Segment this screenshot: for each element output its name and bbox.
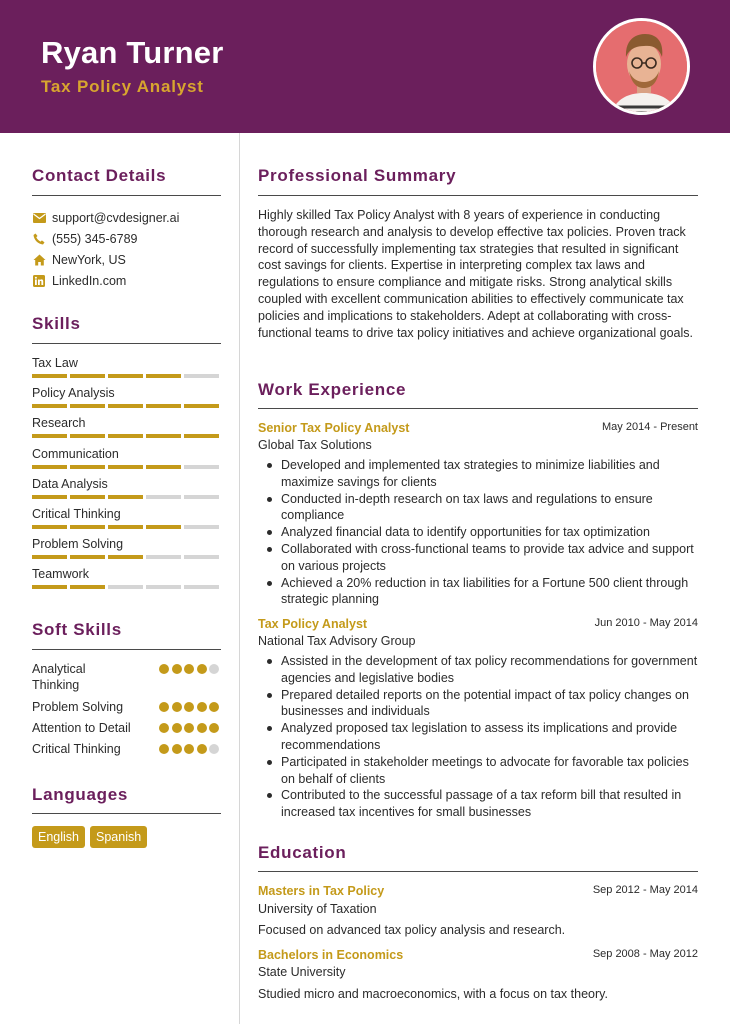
skill-level-segment <box>32 495 67 499</box>
skill-level-segment <box>32 555 67 559</box>
summary-text: Highly skilled Tax Policy Analyst with 8 years of experience in conducting thorough research and analysis to develop effective tax policies. Proven track record of successfully implementing tax strategies that resulted in significant cost savings for clients. Expertise in interpreting complex tax laws and regulations to ensure compliance and mitigate risks. Strong analytical skills coupled with excellent communication abilities to effectively communicate tax policies and implications to stakeholders. Adept at collaborating with cross-functional teams to drive tax policy initiatives and achieve organizational goals. <box>258 208 693 340</box>
mail-icon <box>32 211 46 225</box>
languages-heading: Languages <box>32 785 129 804</box>
skill-label: Data Analysis <box>32 476 108 491</box>
rating-dot <box>184 702 194 712</box>
education-heading: Education <box>258 843 347 862</box>
skill-level-segment <box>70 585 105 589</box>
skill-label: Critical Thinking <box>32 507 121 521</box>
list-item: Collaborated with cross-functional teams to provide tax advice and support on various projects <box>258 541 698 575</box>
portrait-icon <box>596 21 690 115</box>
job-bullets <box>258 457 698 608</box>
rating-dot <box>159 664 169 674</box>
language-badge: English <box>32 826 85 848</box>
skill-level-bar <box>32 555 221 560</box>
skill-label: Teamwork <box>32 567 89 582</box>
skill-level-bar <box>32 525 221 530</box>
section-rule <box>258 195 698 196</box>
skill-level-segment <box>146 434 181 438</box>
list-item: Assisted in the development of tax policy recommendations for government agencies and legislative bodies <box>258 653 698 687</box>
list-item: Conducted in-depth research on tax laws and regulations to ensure compliance <box>258 491 698 525</box>
skill-item <box>32 446 221 462</box>
contact-email-text: support@cvdesigner.ai <box>52 211 180 225</box>
rating-dot <box>197 664 207 674</box>
list-item: Achieved a 20% reduction in tax liabilities for a Fortune 500 client through strategic planning <box>258 575 698 609</box>
rating-dot <box>209 702 219 712</box>
section-rule <box>32 343 221 344</box>
skill-level-segment <box>146 495 181 499</box>
skill-level-segment <box>108 525 143 529</box>
soft-skill-label: Attention to Detail <box>32 721 131 735</box>
skill-level-segment <box>108 495 143 499</box>
skill-level-segment <box>108 374 143 378</box>
skill-level-segment <box>146 374 181 378</box>
education-date: Sep 2008 - May 2012 <box>592 948 698 960</box>
skill-level-segment <box>184 434 219 438</box>
skill-level-bar <box>32 374 221 379</box>
skill-item <box>32 355 221 371</box>
skill-level-segment <box>70 434 105 438</box>
education-description: Focused on advanced tax policy analysis and research. <box>258 923 566 937</box>
candidate-name: Ryan Turner <box>41 35 224 70</box>
header-banner <box>0 0 730 133</box>
contact-location-text: NewYork, US <box>52 253 126 267</box>
section-rule <box>32 813 221 814</box>
soft-skills-heading: Soft Skills <box>32 620 122 639</box>
contact-email[interactable] <box>32 209 179 227</box>
skill-level-segment <box>108 555 143 559</box>
skill-level-segment <box>70 555 105 559</box>
job-company: National Tax Advisory Group <box>258 634 416 648</box>
skill-level-bar <box>32 465 221 470</box>
list-item: Developed and implemented tax strategies to minimize liabilities and maximize savings for clients <box>258 457 698 491</box>
skill-level-segment <box>146 465 181 469</box>
skill-level-segment <box>70 465 105 469</box>
skill-label: Communication <box>32 446 119 461</box>
job-bullets <box>258 653 698 821</box>
contact-location <box>32 251 126 269</box>
skill-level-segment <box>32 404 67 408</box>
skill-level-segment <box>184 404 219 408</box>
column-divider <box>239 133 240 1024</box>
rating-dot <box>172 702 182 712</box>
contact-phone-text: (555) 345-6789 <box>52 232 138 246</box>
phone-icon <box>32 232 46 246</box>
rating-dot <box>172 723 182 733</box>
skill-level-segment <box>32 434 67 438</box>
school-name: State University <box>258 965 346 979</box>
skills-heading: Skills <box>32 314 81 333</box>
skill-level-segment <box>146 585 181 589</box>
rating-dot <box>209 723 219 733</box>
rating-dot <box>197 744 207 754</box>
skill-level-segment <box>70 374 105 378</box>
skill-level-segment <box>184 374 219 378</box>
contact-heading: Contact Details <box>32 166 167 185</box>
job-date: Jun 2010 - May 2014 <box>594 617 698 629</box>
skill-level-bar <box>32 434 221 439</box>
rating-dot <box>197 723 207 733</box>
skill-item <box>32 566 221 582</box>
list-item: Contributed to the successful passage of a tax reform bill that resulted in increased tax incentives for small businesses <box>258 787 698 821</box>
rating-dot <box>184 744 194 754</box>
skill-level-segment <box>32 525 67 529</box>
skill-level-segment <box>146 555 181 559</box>
list-item: Analyzed financial data to identify opportunities for tax optimization <box>258 524 698 541</box>
skill-level-segment <box>108 585 143 589</box>
skill-level-segment <box>184 525 219 529</box>
degree-title: Bachelors in Economics <box>258 948 404 962</box>
skill-level-segment <box>108 465 143 469</box>
skill-item <box>32 385 221 401</box>
skill-level-segment <box>70 525 105 529</box>
section-rule <box>258 408 698 409</box>
list-item: Participated in stakeholder meetings to advocate for favorable tax policies on behalf of clients <box>258 754 698 788</box>
soft-skill-label: Critical Thinking <box>32 742 121 756</box>
skill-level-bar <box>32 495 221 500</box>
soft-skill-label: Problem Solving <box>32 700 124 714</box>
skill-level-bar <box>32 585 221 590</box>
skill-item <box>32 415 221 431</box>
skill-level-bar <box>32 404 221 409</box>
soft-skill-label: Analytical Thinking <box>32 662 86 692</box>
rating-dot <box>197 702 207 712</box>
rating-dot <box>209 744 219 754</box>
skill-label: Tax Law <box>32 356 78 370</box>
job-company: Global Tax Solutions <box>258 438 372 452</box>
home-icon <box>32 253 46 267</box>
skill-label: Policy Analysis <box>32 386 115 401</box>
skill-level-segment <box>184 585 219 589</box>
rating-dot <box>159 723 169 733</box>
rating-dot <box>159 744 169 754</box>
rating-dot <box>159 702 169 712</box>
job-title: Tax Policy Analyst <box>258 617 368 631</box>
section-rule <box>32 195 221 196</box>
job-date: May 2014 - Present <box>602 421 698 433</box>
skill-level-segment <box>32 585 67 589</box>
summary-heading: Professional Summary <box>258 166 457 185</box>
skill-level-segment <box>184 495 219 499</box>
rating-dot <box>172 744 182 754</box>
skill-item <box>32 536 221 552</box>
rating-dot <box>209 664 219 674</box>
education-description: Studied micro and macroeconomics, with a focus on tax theory. <box>258 987 608 1001</box>
language-badge: Spanish <box>90 826 147 848</box>
candidate-title: Tax Policy Analyst <box>41 77 204 96</box>
skill-level-segment <box>184 465 219 469</box>
skill-item <box>32 506 221 522</box>
skill-level-segment <box>32 465 67 469</box>
degree-title: Masters in Tax Policy <box>258 884 385 898</box>
school-name: University of Taxation <box>258 902 377 916</box>
skill-level-segment <box>70 404 105 408</box>
avatar <box>593 18 690 115</box>
education-date: Sep 2012 - May 2014 <box>592 884 698 896</box>
skill-level-segment <box>108 434 143 438</box>
skill-level-segment <box>32 374 67 378</box>
list-item: Analyzed proposed tax legislation to assess its implications and provide recommendations <box>258 720 698 754</box>
section-rule <box>258 871 698 872</box>
rating-dot <box>172 664 182 674</box>
section-rule <box>32 649 221 650</box>
contact-phone[interactable] <box>32 230 137 248</box>
experience-heading: Work Experience <box>258 380 407 399</box>
skill-level-segment <box>108 404 143 408</box>
skill-item <box>32 476 221 492</box>
rating-dot <box>184 664 194 674</box>
skill-level-segment <box>70 495 105 499</box>
skill-level-segment <box>184 555 219 559</box>
contact-linkedin-text: LinkedIn.com <box>52 274 127 288</box>
contact-linkedin[interactable] <box>32 272 126 290</box>
job-title: Senior Tax Policy Analyst <box>258 421 410 435</box>
skill-label: Research <box>32 416 86 431</box>
skill-label: Problem Solving <box>32 537 124 552</box>
skill-level-segment <box>146 525 181 529</box>
rating-dot <box>184 723 194 733</box>
list-item: Prepared detailed reports on the potential impact of tax policy changes on businesses and individuals <box>258 687 698 721</box>
skill-level-segment <box>146 404 181 408</box>
linkedin-icon <box>32 274 46 288</box>
